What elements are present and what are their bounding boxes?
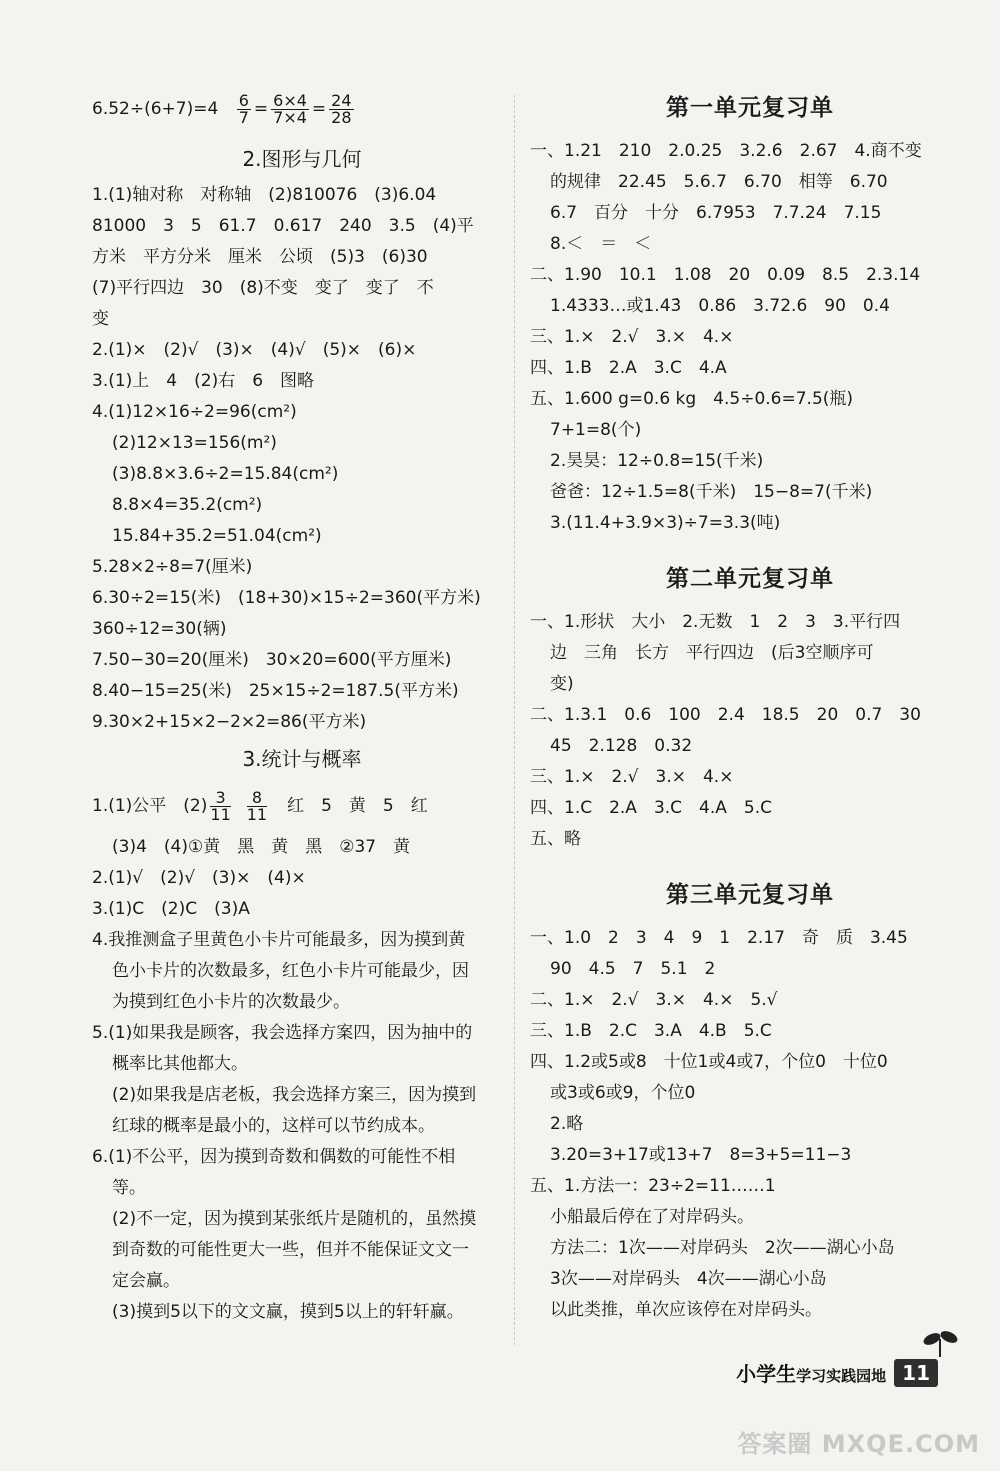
answer-line: 360÷12=30(辆) — [92, 619, 227, 639]
answer-line: (3)8.8×3.6÷2=15.84(cm²) — [112, 464, 339, 484]
unit-title: 第二单元复习单 — [666, 566, 834, 592]
answer-line: 1.(1)公平 (2) $\frac{3}{11}$ $\frac{8}{11}$ 红 5 黄 5 红 — [92, 787, 428, 824]
section-title-statistics: 3.统计与概率 — [242, 747, 362, 771]
answer-line: 2.(1)√ (2)√ (3)× (4)× — [92, 868, 306, 888]
answer-line: 爸爸：12÷1.5=8(千米) 15−8=7(千米) — [550, 482, 873, 502]
answer-line: 三、1.B 2.C 3.A 4.B 5.C — [530, 1021, 772, 1041]
answer-line: 1.4333…或1.43̇ 0.86 3.72.6 90 0.4 — [550, 296, 890, 316]
answer-line: 二、1.3.1 0.6 100 2.4 18.5 20 0.7 30 — [530, 705, 921, 725]
answer-line: 2.(1)× (2)√ (3)× (4)√ (5)× (6)× — [92, 340, 417, 360]
answer-line: (3)4 (4)①黄 黑 黄 黑 ②37 黄 — [112, 837, 411, 857]
answer-line: 概率比其他都大。 — [112, 1054, 248, 1074]
geometry-answers — [92, 180, 512, 738]
answer-line: 81000 3 5 61.7 0.617 240 3.5 (4)平 — [92, 216, 474, 236]
answer-line: (7)平行四边 30 (8)不变 变了 变了 不 — [92, 278, 434, 298]
footer — [736, 1358, 938, 1387]
fraction-equation-line: 6.52÷(6+7)=4 $\frac{6}{7}$ = $\frac{6\times 4}{7\times 4}$ = $\frac{24}{28}$ — [92, 90, 352, 127]
unit-answers — [530, 607, 970, 855]
leaf-icon — [920, 1329, 960, 1359]
answer-line: 5.(1)如果我是顾客，我会选择方案四，因为抽中的 — [92, 1023, 473, 1043]
answer-line: 二、1.× 2.√ 3.× 4.× 5.√ — [530, 990, 778, 1010]
fraction: $\frac{6\times 4}{7\times 4}$ — [273, 90, 307, 127]
unit-title: 第一单元复习单 — [666, 95, 834, 121]
answer-line: (2)不一定，因为摸到某张纸片是随机的，虽然摸 — [112, 1209, 477, 1229]
answer-line: 6.30÷2=15(米) (18+30)×15÷2=360(平方米) — [92, 588, 481, 608]
watermark: 答案圈 MXQE.COM — [737, 1430, 980, 1458]
answer-line: 一、1.21 210 2.0.25 3.2.6̇ 2.67 4.商不变 — [530, 141, 922, 161]
answer-line: 变 — [92, 309, 109, 329]
answer-line: 一、1.0 2 3 4 9 1 2.17 奇 质 3.45 — [530, 928, 908, 948]
answer-line: (2)12×13=156(m²) — [112, 433, 277, 453]
answer-line: 二、1.90 10.1 1.08 20 0.09 8.5 2.3.14 — [530, 265, 921, 285]
answer-line: 的规律 22.45 5.6.7 6.70 相等 6.70 — [550, 172, 888, 192]
answer-line: 8.8×4=35.2(cm²) — [112, 495, 263, 515]
answer-line: 15.84+35.2=51.04(cm²) — [112, 526, 322, 546]
answer-line: 三、1.× 2.√ 3.× 4.× — [530, 767, 734, 787]
answer-line: 红球的概率是最小的，这样可以节约成本。 — [112, 1116, 435, 1136]
answer-line: 一、1.形状 大小 2.无数 1 2 3 3.平行四 — [530, 612, 901, 632]
section-title-geometry: 2.图形与几何 — [242, 147, 362, 171]
answer-line: 45 2.128 0.32 — [550, 736, 693, 756]
answer-line: 五、1.600 g=0.6 kg 4.5÷0.6=7.5(瓶) — [530, 389, 854, 409]
answer-line: 90 4.5 7 5.1 2 — [550, 959, 716, 979]
answer-line: 以此类推，单次应该停在对岸码头。 — [550, 1300, 822, 1320]
answer-line: 5.28×2÷8=7(厘米) — [92, 557, 253, 577]
answer-line: 3.(1)上 4 (2)右 6 图略 — [92, 371, 315, 391]
answer-line: 四、1.B 2.A 3.C 4.A — [530, 358, 727, 378]
brand-logo: 小学生学习实践园地 — [736, 1362, 887, 1386]
answer-line: 6.(1)不公平，因为摸到奇数和偶数的可能性不相 — [92, 1147, 456, 1167]
answer-line: 7+1=8(个) — [550, 420, 642, 440]
statistics-answers — [92, 832, 512, 1328]
division-equation: 6.52÷(6+7)=4 — [92, 99, 219, 119]
answer-line: 4.(1)12×16÷2=96(cm²) — [92, 402, 297, 422]
answer-line: 9.30×2+15×2−2×2=86(平方米) — [92, 712, 367, 732]
answer-line: 四、1.C 2.A 3.C 4.A 5.C — [530, 798, 772, 818]
answer-line: 变) — [550, 674, 574, 694]
page-number: 11 — [894, 1359, 938, 1387]
answer-line: 6.7 百分 十分 6.7953 7.7.24 7.15 — [550, 203, 882, 223]
answer-line: 四、1.2或5或8 十位1或4或7，个位0 十位0 — [530, 1052, 888, 1072]
answer-line: 方米 平方分米 厘米 公顷 (5)3 (6)30 — [92, 247, 428, 267]
column-divider — [514, 95, 515, 1345]
fraction: $\frac{3}{11}$ — [210, 787, 231, 824]
answer-line: 8.40−15=25(米) 25×15÷2=187.5(平方米) — [92, 681, 459, 701]
answer-line: 8.＜ ＝ ＜ — [550, 234, 652, 254]
fraction: $\frac{24}{28}$ — [331, 90, 352, 127]
fraction: $\frac{6}{7}$ — [238, 90, 249, 127]
answer-line: 边 三角 长方 平行四边 (后3空顺序可 — [550, 643, 874, 663]
left-column — [92, 80, 512, 1328]
answer-line: 3.(1)C (2)C (3)A — [92, 899, 250, 919]
answer-line: 2.昊昊：12÷0.8=15(千米) — [550, 451, 764, 471]
answer-line: 五、1.方法一：23÷2=11……1 — [530, 1176, 776, 1196]
unit-title: 第三单元复习单 — [666, 882, 834, 908]
answer-line: 三、1.× 2.√ 3.× 4.× — [530, 327, 734, 347]
answer-line: 方法二：1次——对岸码头 2次——湖心小岛 — [550, 1238, 895, 1258]
answer-line: 为摸到红色小卡片的次数最少。 — [112, 992, 350, 1012]
unit-answers — [530, 923, 970, 1326]
answer-line: 4.我推测盒子里黄色小卡片可能最多，因为摸到黄 — [92, 930, 466, 950]
unit-answers — [530, 136, 970, 539]
answer-line: 小船最后停在了对岸码头。 — [550, 1207, 754, 1227]
answer-line: (2)如果我是店老板，我会选择方案三，因为摸到 — [112, 1085, 477, 1105]
answer-line: 2.略 — [550, 1114, 584, 1134]
answer-line: 3次——对岸码头 4次——湖心小岛 — [550, 1269, 827, 1289]
right-column — [530, 80, 970, 1326]
answer-line: 五、略 — [530, 829, 581, 849]
answer-line: 7.50−30=20(厘米) 30×20=600(平方厘米) — [92, 650, 452, 670]
answer-line: (3)摸到5以下的文文赢，摸到5以上的轩轩赢。 — [112, 1302, 464, 1322]
answer-line: 3.20=3+17或13+7 8=3+5=11−3 — [550, 1145, 852, 1165]
answer-line: 等。 — [112, 1178, 146, 1198]
answer-line: 到奇数的可能性更大一些，但并不能保证文文一 — [112, 1240, 469, 1260]
answer-line: 定会赢。 — [112, 1271, 180, 1291]
fraction: $\frac{8}{11}$ — [246, 787, 268, 824]
answer-line: 1.(1)轴对称 对称轴 (2)810076 (3)6.04 — [92, 185, 437, 205]
answer-line: 或3或6或9，个位0 — [550, 1083, 696, 1103]
answer-line: 色小卡片的次数最多，红色小卡片可能最少，因 — [112, 961, 469, 981]
answer-line: 3.(11.4+3.9×3)÷7=3.3(吨) — [550, 513, 781, 533]
